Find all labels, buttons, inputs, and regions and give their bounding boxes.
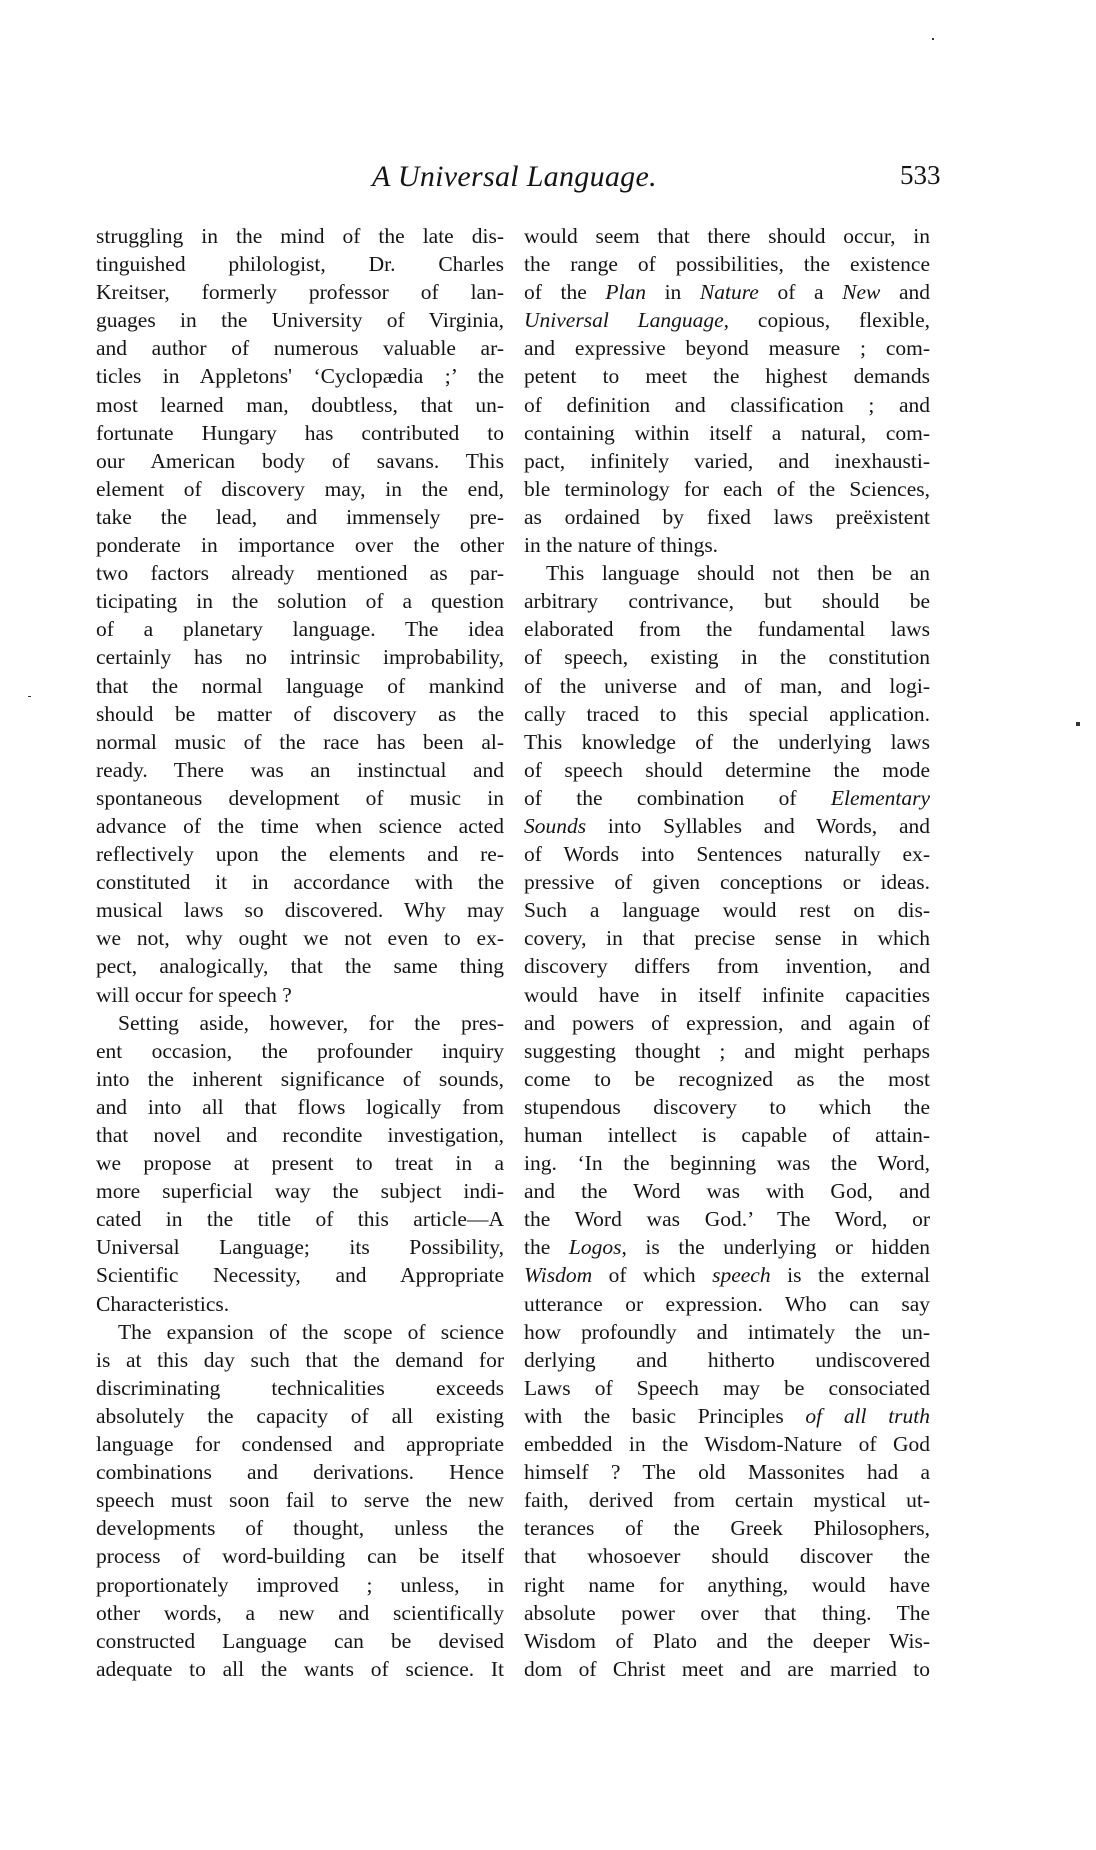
text-line: Laws of Speech may be consociated bbox=[524, 1375, 930, 1400]
text-line: derlying and hitherto undiscovered bbox=[524, 1347, 930, 1372]
text-line: come to be recognized as the most bbox=[524, 1066, 930, 1091]
text-line: pact, infinitely varied, and inexhausti- bbox=[524, 448, 930, 473]
text-line: that whosoever should discover the bbox=[524, 1544, 930, 1569]
text-line: Characteristics. bbox=[96, 1291, 230, 1316]
text-line: is at this day such that the demand for bbox=[96, 1347, 504, 1372]
text-line: This language should not then be an bbox=[546, 561, 930, 586]
text-line: developments of thought, unless the bbox=[96, 1516, 504, 1541]
right-column bbox=[524, 222, 930, 1683]
text-line bbox=[524, 1233, 930, 1261]
text-line: absolute power over that thing. The bbox=[524, 1600, 930, 1625]
text-line: in the nature of things. bbox=[524, 533, 719, 558]
text-run: of which bbox=[592, 1263, 713, 1288]
text-line: of Words into Sentences naturally ex- bbox=[524, 842, 930, 867]
text-line: Wisdom of Plato and the deeper Wis- bbox=[524, 1628, 930, 1653]
text-line: that the normal language of mankind bbox=[96, 673, 504, 698]
text-line: ticipating in the solution of a question bbox=[96, 589, 504, 614]
text-line: utterance or expression. Who can say bbox=[524, 1291, 930, 1316]
text-run: with the basic Principles bbox=[524, 1403, 806, 1428]
text-run: into Syllables and Words, and bbox=[586, 813, 930, 838]
text-line: ent occasion, the profounder inquiry bbox=[96, 1038, 504, 1063]
text-line bbox=[524, 812, 930, 840]
text-line: most learned man, doubtless, that un- bbox=[96, 392, 504, 417]
text-line: would seem that there should occur, in bbox=[524, 224, 930, 248]
text-line: cally traced to this special application. bbox=[524, 701, 930, 726]
text-line: discriminating technicalities exceeds bbox=[96, 1375, 504, 1400]
text-line: will occur for speech ? bbox=[96, 982, 292, 1007]
text-line: and powers of expression, and again of bbox=[524, 1010, 930, 1035]
text-line: two factors already mentioned as par- bbox=[96, 561, 504, 586]
text-run: , copious, flexible, bbox=[723, 308, 930, 333]
text-line: human intellect is capable of attain- bbox=[524, 1123, 930, 1147]
text-line: pect, analogically, that the same thing bbox=[96, 954, 504, 979]
text-line: This knowledge of the underlying laws bbox=[524, 729, 930, 754]
text-line: that novel and recondite investigation, bbox=[96, 1123, 504, 1147]
text-line: Kreitser, formerly professor of lan- bbox=[96, 280, 504, 305]
italic-text: Elementary bbox=[830, 785, 930, 810]
text-line: of definition and classification ; and bbox=[524, 392, 930, 417]
text-line: constituted it in accordance with the bbox=[96, 870, 504, 895]
text-run: in bbox=[645, 280, 700, 305]
running-title: A Universal Language. bbox=[372, 160, 657, 193]
text-line: combinations and derivations. Hence bbox=[96, 1460, 504, 1485]
text-line: other words, a new and scientifically bbox=[96, 1600, 504, 1625]
text-line: reflectively upon the elements and re- bbox=[96, 842, 504, 867]
text-line: Such a language would rest on dis- bbox=[524, 898, 930, 923]
text-line bbox=[524, 1402, 930, 1430]
text-line: suggesting thought ; and might perhaps bbox=[524, 1038, 930, 1063]
text-line: elaborated from the fundamental laws bbox=[524, 617, 930, 642]
text-line: the range of possibilities, the existence bbox=[524, 252, 930, 277]
scan-speck bbox=[28, 696, 31, 697]
text-line: pressive of given conceptions or ideas. bbox=[524, 870, 930, 895]
text-line: spontaneous development of music in bbox=[96, 785, 504, 810]
text-line: dom of Christ meet and are married to bbox=[524, 1656, 930, 1681]
text-line: right name for anything, would have bbox=[524, 1572, 930, 1597]
italic-text: Wisdom bbox=[524, 1263, 593, 1288]
text-line: of a planetary language. The idea bbox=[96, 617, 504, 642]
text-line: faith, derived from certain mystical ut- bbox=[524, 1488, 930, 1513]
text-line: more superficial way the subject indi- bbox=[96, 1179, 504, 1204]
page-number: 533 bbox=[900, 160, 941, 190]
text-line: we propose at present to treat in a bbox=[96, 1151, 504, 1176]
text-line: how profoundly and intimately the un- bbox=[524, 1319, 930, 1344]
text-line: fortunate Hungary has contributed to bbox=[96, 420, 504, 445]
text-line: and author of numerous valuable ar- bbox=[96, 336, 504, 361]
italic-text: Nature bbox=[699, 280, 759, 305]
text-line: petent to meet the highest demands bbox=[524, 364, 930, 389]
text-line bbox=[524, 784, 930, 812]
text-line: process of word-building can be itself bbox=[96, 1544, 504, 1569]
italic-text: of all truth bbox=[805, 1403, 931, 1428]
text-line: of speech should determine the mode bbox=[524, 757, 930, 782]
text-line: normal music of the race has been al- bbox=[96, 729, 504, 754]
text-line bbox=[524, 278, 930, 306]
text-line: containing within itself a natural, com- bbox=[524, 420, 930, 445]
text-line: The expansion of the scope of science bbox=[118, 1319, 504, 1344]
text-line: certainly has no intrinsic improbability, bbox=[96, 645, 504, 670]
scan-speck bbox=[1076, 722, 1080, 726]
text-line: constructed Language can be devised bbox=[96, 1628, 504, 1653]
text-line bbox=[524, 306, 930, 334]
text-line: struggling in the mind of the late dis- bbox=[96, 224, 504, 248]
text-line: the Word was God.’ The Word, or bbox=[524, 1207, 930, 1232]
text-line: our American body of savans. This bbox=[96, 448, 504, 473]
text-line: tinguished philologist, Dr. Charles bbox=[96, 252, 504, 277]
text-line: advance of the time when science acted bbox=[96, 813, 504, 838]
text-line: proportionately improved ; unless, in bbox=[96, 1572, 504, 1597]
text-line: would have in itself infinite capacities bbox=[524, 982, 930, 1007]
text-line: terances of the Greek Philosophers, bbox=[524, 1516, 930, 1541]
text-line: Scientific Necessity, and Appropriate bbox=[96, 1263, 504, 1288]
text-line: absolutely the capacity of all existing bbox=[96, 1403, 504, 1428]
text-line: discovery differs from invention, and bbox=[524, 954, 930, 979]
text-run: , is the underlying or hidden bbox=[621, 1235, 930, 1260]
running-head bbox=[0, 160, 1096, 196]
text-run: is the external bbox=[770, 1263, 931, 1288]
text-line: ready. There was an instinctual and bbox=[96, 757, 504, 782]
italic-text: Logos bbox=[568, 1235, 622, 1260]
text-line: arbitrary contrivance, but should be bbox=[524, 589, 930, 614]
text-run: and bbox=[880, 280, 931, 305]
italic-text: Sounds bbox=[524, 813, 587, 838]
text-line: cated in the title of this article—A bbox=[96, 1207, 504, 1232]
italic-text: New bbox=[842, 280, 881, 305]
text-line: ble terminology for each of the Sciences, bbox=[524, 476, 930, 501]
text-line: ticles in Appletons' ‘Cyclopædia ;’ the bbox=[96, 364, 504, 389]
text-line: and expressive beyond measure ; com- bbox=[524, 336, 930, 361]
text-run: of the bbox=[524, 280, 606, 305]
text-line: stupendous discovery to which the bbox=[524, 1094, 930, 1119]
text-line: ponderate in importance over the other bbox=[96, 533, 504, 558]
text-line: of speech, existing in the constitution bbox=[524, 645, 930, 670]
left-column bbox=[96, 222, 504, 1683]
text-line: speech must soon fail to serve the new bbox=[96, 1488, 504, 1513]
text-line: embedded in the Wisdom-Nature of God bbox=[524, 1432, 930, 1457]
text-line: language for condensed and appropriate bbox=[96, 1432, 504, 1457]
text-line: Universal Language; its Possibility, bbox=[96, 1235, 504, 1260]
scan-speck bbox=[932, 38, 934, 40]
italic-text: speech bbox=[712, 1263, 771, 1288]
text-line bbox=[524, 1261, 930, 1289]
text-line: and the Word was with God, and bbox=[524, 1179, 930, 1204]
italic-text: Plan bbox=[605, 280, 646, 305]
text-line: himself ? The old Massonites had a bbox=[524, 1460, 930, 1485]
text-line: Setting aside, however, for the pres- bbox=[118, 1010, 504, 1035]
text-line: as ordained by fixed laws preëxistent bbox=[524, 504, 930, 529]
text-line: covery, in that precise sense in which bbox=[524, 926, 930, 951]
text-line: and into all that flows logically from bbox=[96, 1094, 504, 1119]
text-line: should be matter of discovery as the bbox=[96, 701, 504, 726]
text-run: the bbox=[524, 1235, 569, 1260]
text-line: element of discovery may, in the end, bbox=[96, 476, 504, 501]
text-line: ing. ‘In the beginning was the Word, bbox=[524, 1151, 930, 1176]
italic-text: Universal Language bbox=[524, 308, 724, 333]
text-line: take the lead, and immensely pre- bbox=[96, 504, 504, 529]
text-line: musical laws so discovered. Why may bbox=[96, 898, 504, 923]
text-line: adequate to all the wants of science. It bbox=[96, 1656, 504, 1681]
text-line: we not, why ought we not even to ex- bbox=[96, 926, 504, 951]
text-line: of the universe and of man, and logi- bbox=[524, 673, 930, 698]
text-line: into the inherent significance of sounds, bbox=[96, 1066, 504, 1091]
text-line: guages in the University of Virginia, bbox=[96, 308, 504, 333]
text-run: of a bbox=[758, 280, 843, 305]
text-run: of the combination of bbox=[524, 785, 831, 810]
